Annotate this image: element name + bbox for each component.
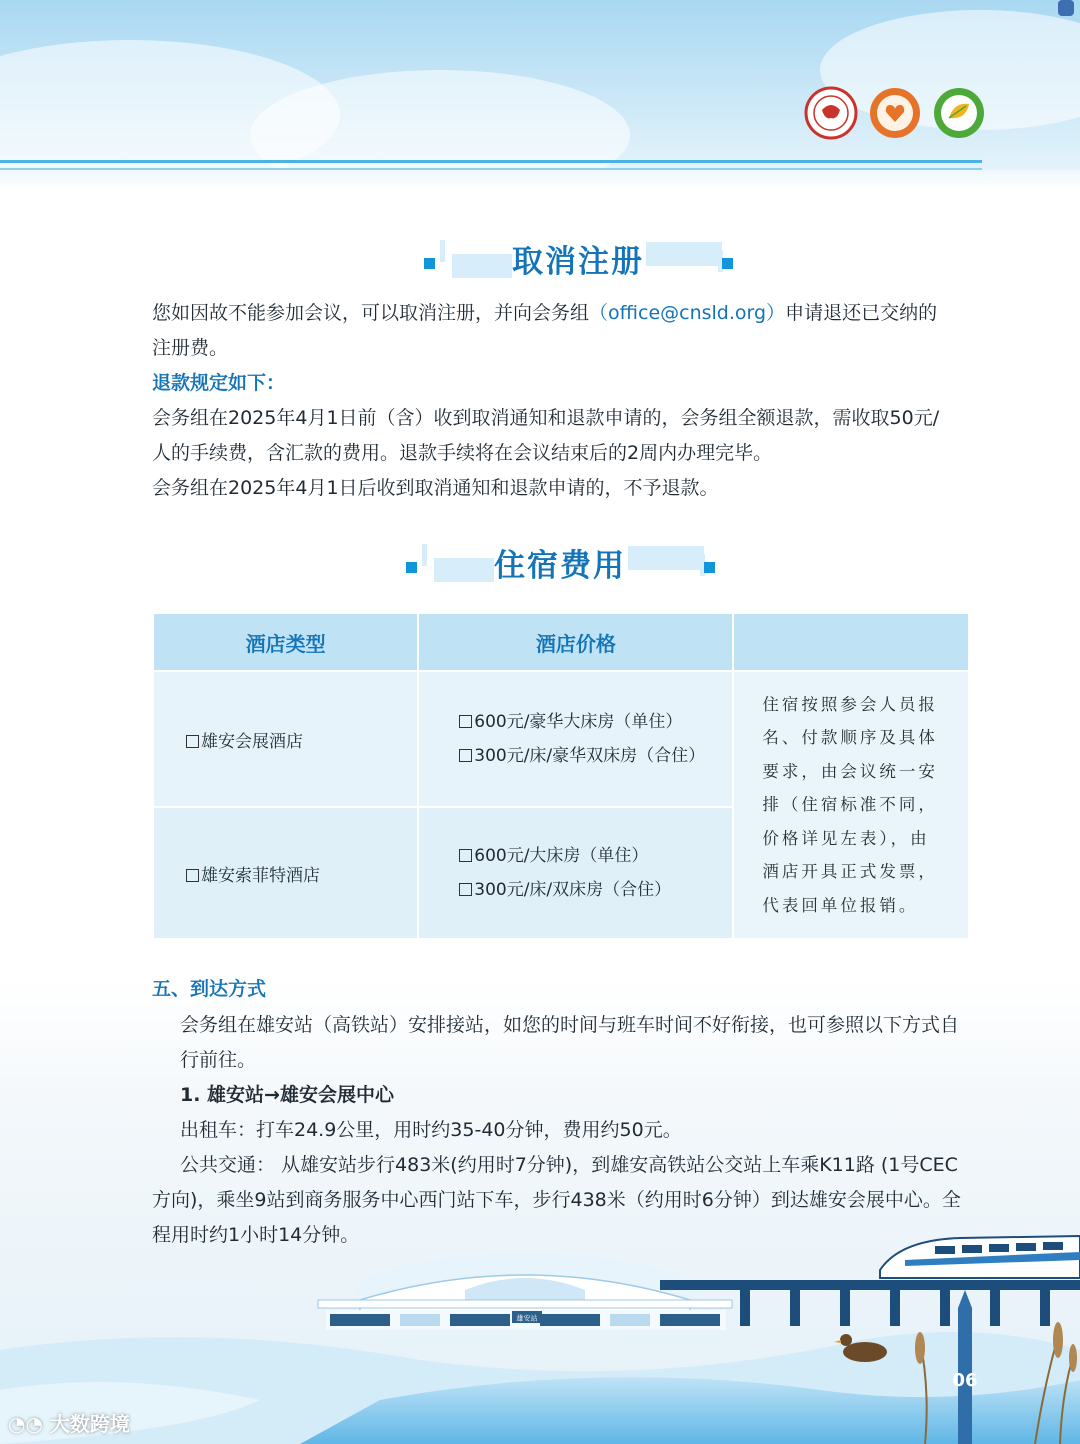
header-background [0, 0, 1080, 170]
header-divider-thin [0, 168, 982, 170]
hotel-price-table [152, 612, 970, 940]
table-header-hotel-type: 酒店类型 [153, 613, 418, 671]
arrival-heading: 五、到达方式 [152, 978, 267, 1000]
header-divider [0, 160, 982, 163]
refund-rule-2: 会务组在2025年4月1日后收到取消通知和退款申请的，不予退款。 [152, 477, 719, 499]
cnsld-logo-icon [804, 86, 858, 140]
refund-heading: 退款规定如下： [152, 372, 286, 394]
table-header-hotel-price: 酒店价格 [418, 613, 733, 671]
checkbox-icon[interactable] [459, 715, 472, 728]
price-option[interactable]: 600元/大床房（单住） [459, 839, 732, 873]
lodging-title: 住宿费用 [494, 548, 626, 584]
lodging-section-title [0, 540, 1080, 590]
page-number: 06 [952, 1370, 978, 1391]
watermark: ◔◔ 大数跨境 [8, 1412, 130, 1436]
checkbox-icon[interactable] [459, 749, 472, 762]
refund-rule-1: 会务组在2025年4月1日前（含）收到取消通知和退款申请的，会务组全额退款，需收取50元/人的手续费，含汇款的费用。退款手续将在会议结束后的2周内办理完毕。 [152, 407, 940, 464]
cancel-title: 取消注册 [512, 244, 644, 280]
heart-hands-logo-icon [868, 86, 922, 140]
hotel-option-1[interactable]: 雄安会展酒店 [153, 671, 418, 807]
taxi-info: 出租车：打车24.9公里，用时约35-40分钟，费用约50元。 [180, 1119, 682, 1141]
organizer-logos [804, 86, 986, 140]
document-corner-icon [1058, 0, 1074, 16]
table-row [153, 671, 969, 807]
route-title: 1. 雄安站→雄安会展中心 [180, 1084, 394, 1106]
hotel-prices-1 [418, 671, 733, 807]
hotel-option-2[interactable]: 雄安索菲特酒店 [153, 807, 418, 939]
cancel-section-title [0, 236, 1080, 286]
arrival-intro: 会务组在雄安站（高铁站）安排接站，如您的时间与班车时间不好衔接，也可参照以下方式自行前往。 [180, 1014, 960, 1071]
price-option[interactable]: 300元/床/双床房（合住） [459, 873, 732, 907]
transit-info: 公共交通： 从雄安站步行483米(约用时7分钟)，到雄安高铁站公交站上车乘K11路 (1号CEC方向)，乘坐9站到商务服务中心西门站下车，步行438米（约用时6分钟）到达雄安会展中心。全程用时约1小时14分钟。 [152, 1154, 961, 1246]
bma-logo-icon [932, 86, 986, 140]
office-email-link[interactable]: （office@cnsld.org） [589, 302, 786, 324]
lodging-note: 住宿按照参会人员报名、付款顺序及具体要求，由会议统一安排（住宿标准不同，价格详见左表），由酒店开具正式发票，代表回单位报销。 [733, 671, 969, 939]
checkbox-icon[interactable] [186, 735, 199, 748]
station-illustration [0, 1230, 1080, 1444]
station-sign: 雄安站 [516, 1314, 538, 1323]
price-option[interactable]: 300元/床/豪华双床房（合住） [459, 739, 732, 773]
table-header-note [733, 613, 969, 671]
table-header-row [153, 613, 969, 671]
watermark-logo-icon: ◔◔ [8, 1412, 50, 1436]
checkbox-icon[interactable] [459, 883, 472, 896]
cancel-intro: 您如因故不能参加会议，可以取消注册，并向会务组（office@cnsld.org）申请退还已交纳的注册费。 [152, 302, 938, 359]
checkbox-icon[interactable] [186, 869, 199, 882]
checkbox-icon[interactable] [459, 849, 472, 862]
hotel-prices-2 [418, 807, 733, 939]
price-option[interactable]: 600元/豪华大床房（单住） [459, 705, 732, 739]
arrival-body [152, 1008, 972, 1253]
